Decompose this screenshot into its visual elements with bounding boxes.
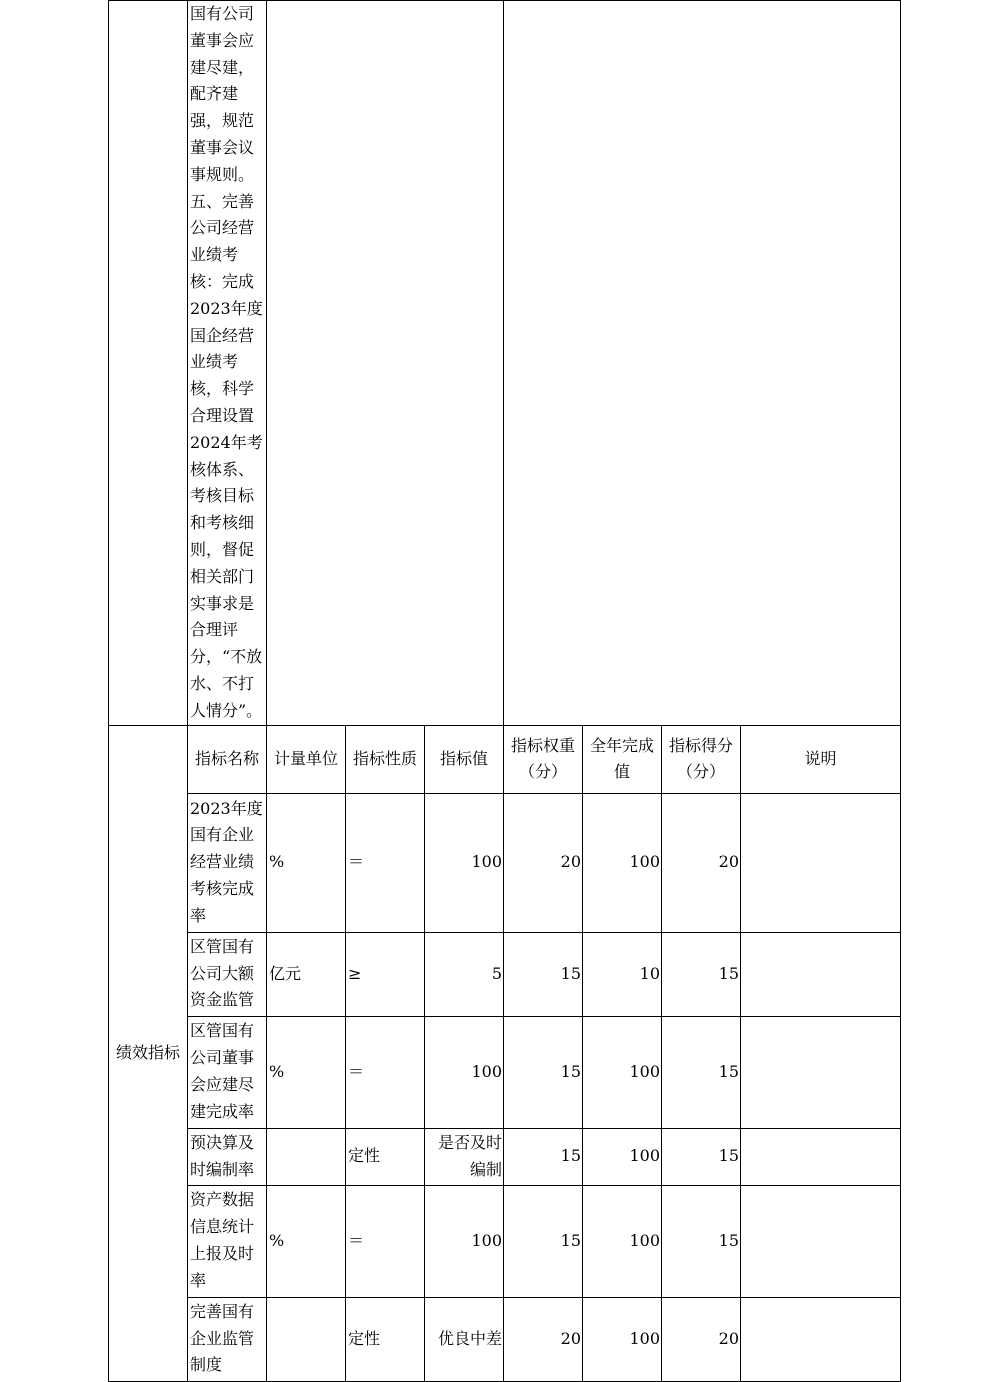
- indicator-completion: 10: [583, 932, 662, 1016]
- indicator-nature: ＝: [346, 793, 425, 932]
- upper-empty-cell: [267, 1, 504, 726]
- indicator-value: 是否及时编制: [425, 1128, 504, 1185]
- indicator-note: [741, 1185, 901, 1297]
- indicator-note: [741, 1016, 901, 1128]
- indicator-score: 15: [662, 1185, 741, 1297]
- table-row: [109, 932, 901, 1016]
- indicator-nature: 定性: [346, 1128, 425, 1185]
- indicator-unit: 亿元: [267, 932, 346, 1016]
- performance-table: [108, 0, 901, 1382]
- indicator-completion: 100: [583, 1128, 662, 1185]
- header-row: [109, 725, 901, 793]
- indicator-unit: [267, 1128, 346, 1185]
- indicator-completion: 100: [583, 1297, 662, 1381]
- indicator-score: 20: [662, 1297, 741, 1381]
- indicator-note: [741, 932, 901, 1016]
- header-score: 指标得分（分）: [662, 725, 741, 793]
- indicator-weight: 15: [504, 932, 583, 1016]
- indicator-nature: 定性: [346, 1297, 425, 1381]
- indicator-unit: %: [267, 1016, 346, 1128]
- indicator-name: 资产数据信息统计上报及时率: [188, 1185, 267, 1297]
- indicator-unit: [267, 1297, 346, 1381]
- table-row: [109, 1297, 901, 1381]
- upper-empty-cell: [504, 1, 901, 726]
- header-completion: 全年完成值: [583, 725, 662, 793]
- header-weight: 指标权重（分）: [504, 725, 583, 793]
- header-unit: 计量单位: [267, 725, 346, 793]
- indicator-note: [741, 793, 901, 932]
- indicator-name: 区管国有公司董事会应建尽建完成率: [188, 1016, 267, 1128]
- indicator-completion: 100: [583, 1185, 662, 1297]
- upper-text-cell: 国有公司董事会应建尽建，配齐建强，规范董事会议事规则。五、完善公司经营业绩考核：完成2023年度国企经营业绩考核，科学合理设置2024年考核体系、考核目标和考核细则，督促相关部门实事求是合理评分，“不放水、不打人情分”。: [188, 1, 267, 726]
- header-name: 指标名称: [188, 725, 267, 793]
- indicator-note: [741, 1297, 901, 1381]
- indicator-completion: 100: [583, 1016, 662, 1128]
- indicator-nature: ＝: [346, 1016, 425, 1128]
- indicator-name: 完善国有企业监管制度: [188, 1297, 267, 1381]
- table-row: [109, 1185, 901, 1297]
- indicator-value: 100: [425, 793, 504, 932]
- table-row: [109, 1128, 901, 1185]
- indicator-weight: 15: [504, 1016, 583, 1128]
- upper-empty-cell: [109, 1, 188, 726]
- indicator-unit: %: [267, 1185, 346, 1297]
- indicator-completion: 100: [583, 793, 662, 932]
- indicator-name: 2023年度国有企业经营业绩考核完成率: [188, 793, 267, 932]
- indicator-score: 15: [662, 932, 741, 1016]
- indicator-name: 区管国有公司大额资金监管: [188, 932, 267, 1016]
- indicator-nature: ＝: [346, 1185, 425, 1297]
- header-value: 指标值: [425, 725, 504, 793]
- indicator-score: 15: [662, 1128, 741, 1185]
- section-label-cell: 绩效指标: [109, 725, 188, 1381]
- indicator-score: 20: [662, 793, 741, 932]
- indicator-value: 100: [425, 1185, 504, 1297]
- header-note: 说明: [741, 725, 901, 793]
- indicator-value: 优良中差: [425, 1297, 504, 1381]
- indicator-unit: %: [267, 793, 346, 932]
- indicator-value: 100: [425, 1016, 504, 1128]
- indicator-weight: 20: [504, 1297, 583, 1381]
- indicator-score: 15: [662, 1016, 741, 1128]
- header-nature: 指标性质: [346, 725, 425, 793]
- upper-content-row: [109, 1, 901, 726]
- indicator-value: 5: [425, 932, 504, 1016]
- table-row: [109, 793, 901, 932]
- indicator-name: 预决算及时编制率: [188, 1128, 267, 1185]
- indicator-note: [741, 1128, 901, 1185]
- table-row: [109, 1016, 901, 1128]
- indicator-weight: 20: [504, 793, 583, 932]
- indicator-weight: 15: [504, 1185, 583, 1297]
- indicator-nature: ≥: [346, 932, 425, 1016]
- indicator-weight: 15: [504, 1128, 583, 1185]
